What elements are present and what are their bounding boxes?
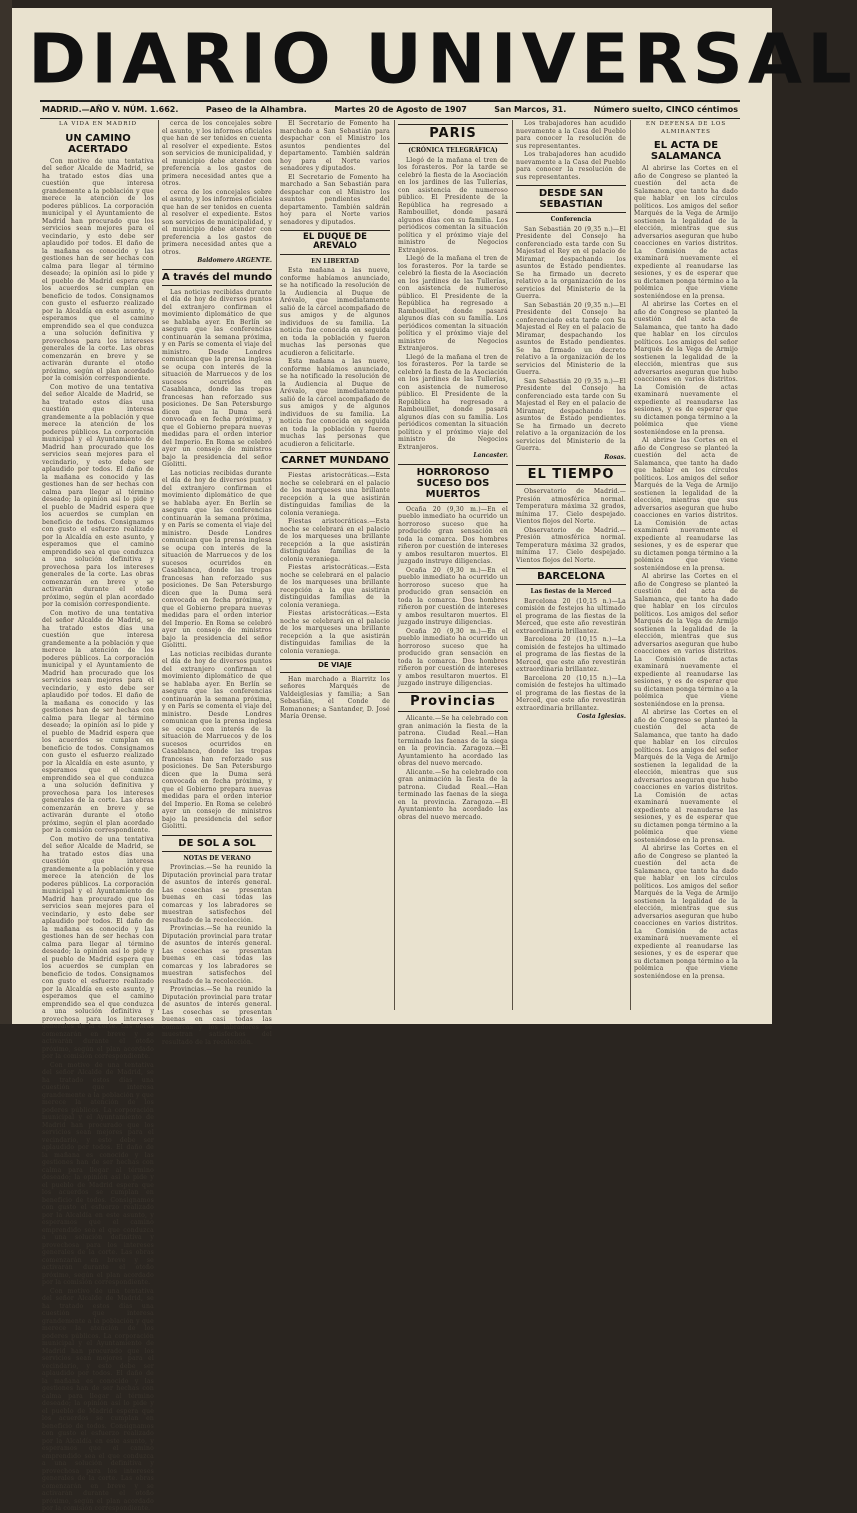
column-5-top-text: Los trabajadores han acudido nuevamente a la Casa del Pueblo para conocer la resolución de sus representantes. [516, 120, 626, 150]
column-6-article-cont: Al abrirse las Cortes en el año de Congreso se planteó la cuestión del acta de Salamanca, que tanto ha dado que hablar en los círculos políticos. Los amigos del señor Marqués de la Vega de Armijo sostienen la legalidad de la elección, mientras que sus adversarios aseguran que hubo coacciones en varios distritos. La Comisión de actas examinará nuevamente el expediente al reanudarse las sesiones, y es de esperar que su dictamen ponga término a la polémica que viene sosteniéndose en la prensa. [634, 573, 738, 708]
column-5-subhead: Conferencia [550, 216, 592, 223]
page-edge [0, 0, 12, 1024]
column-6-article: Al abrirse las Cortes en el año de Congreso se planteó la cuestión del acta de Salamanca, que tanto ha dado que hablar en los círculos políticos. Los amigos del señor Marqués de la Vega de Armijo sostienen la legalidad de la elección, mientras que sus adversarios aseguran que hubo coacciones en varios distritos. La Comisión de actas examinará nuevamente el expediente al reanudarse las sesiones, y es de esperar que su dictamen ponga término a la polémica que viene sosteniéndose en la prensa. [634, 165, 738, 300]
column-2-article: Las noticias recibidas durante el día de hoy de diversos puntos del extranjero confirman el movimiento diplomático de que se hablaba ayer. En Berlín se asegura que las conferencias continuarán la semana próxima, y en París se comenta el viaje del ministro. Desde Londres comunican que la prensa inglesa se ocupa con interés de la situación de Marruecos y de los sucesos ocurridos en Casablanca, donde las tropas francesas han reforzado sus posiciones. De San Petersburgo dicen que la Duma será convocada en fecha próxima, y que el Gobierno prepara nuevas medidas para el orden interior del Imperio. En Roma se celebró ayer un consejo de ministros bajo la presidencia del señor Giolitti. [162, 288, 272, 468]
column-3-headline-3: DE VIAJE [280, 659, 390, 673]
column-2-article-cont: Las noticias recibidas durante el día de hoy de diversos puntos del extranjero confirman el movimiento diplomático de que se hablaba ayer. En Berlín se asegura que las conferencias continuarán la semana próxima, y en París se comenta el viaje del ministro. Desde Londres comunican que la prensa inglesa se ocupa con interés de la situación de Marruecos y de los sucesos ocurridos en Casablanca, donde las tropas francesas han reforzado sus posiciones. De San Petersburgo dicen que la Duma será convocada en fecha próxima, y que el Gobierno prepara nuevas medidas para el orden interior del Imperio. En Roma se celebró ayer un consejo de ministros bajo la presidencia del señor Giolitti. [162, 650, 272, 830]
column-3-article-3: Han marchado a Biarritz los señores Marqués de Valdeiglesias y familia; a San Sebastián, el Conde de Romanones; a Santander, D. José María Orense. [280, 675, 390, 721]
column-4-article-3-cont: Alicante.—Se ha celebrado con gran animación la fiesta de la patrona. Ciudad Real.—Han terminado las faenas de la siega en la provincia. Zaragoza.—El Ayuntamiento ha acordado las obras del nuevo mercado. [398, 768, 508, 821]
column-rule [630, 120, 631, 1010]
dateline [40, 100, 740, 119]
column-1-article: Con motivo de una tentativa del señor Alcalde de Madrid, se ha tratado estos días una cuestión que interesa grandemente a la población y que merece la atención de los poderes públicos. La corporación municipal y el Ayuntamiento de Madrid han procurado que los servicios sean mejores para el vecindario, y esto debe ser aplaudido por todos. El daño de la mañana es conocido y las gestiones han de ser hechas con calma para llegar al término deseado; la opinión así lo pide y el pueblo de Madrid espera que los acuerdos se cumplan en beneficio de todos. Consignamos con gusto el esfuerzo realizado por la Alcaldía en este asunto, y esperamos que el camino emprendido sea el que conduzca a una solución definitiva y provechosa para los intereses generales de la corte. Las obras comenzarán en breve y se activarán durante el otoño próximo, según el plan acordado por la comisión correspondiente. [42, 157, 154, 382]
column-6-kicker: EN DEFENSA DE LOS ALMIRANTES [645, 121, 727, 135]
column-2-top-text: cerca de los concejales sobre el asunto, y los informes oficiales que han de ser tenidos en cuenta al resolver el expediente. Estos son servicios de municipalidad, y el municipio debe atender con preferencia a los gastos de primera necesidad antes que a otros. [162, 120, 272, 187]
column-2-top-text-cont: cerca de los concejales sobre el asunto, y los informes oficiales que han de ser tenidos en cuenta al resolver el expediente. Estos son servicios de municipalidad, y el municipio debe atender con preferencia a los gastos de primera necesidad antes que a otros. [162, 188, 272, 256]
masthead-title: DIARIO UNIVERSAL [28, 18, 857, 100]
column-3-article-cont: Esta mañana a las nueve, conforme habíamos anunciado, se ha notificado la resolución de la Audiencia al Duque de Arévalo, que inmediatamente salió de la cárcel acompañado de sus amigos y de algunos individuos de su familia. La noticia fue conocida en seguida en toda la población y fueron muchas las personas que acudieron a felicitarle. [280, 358, 390, 448]
column-3-headline: EL DUQUE DE AREVALO [280, 230, 390, 255]
issue-date: Martes 20 de Agosto de 1907 [334, 105, 467, 114]
column-2-signature: Baldomero ARGENTE. [197, 257, 272, 264]
column-5-headline-3: BARCELONA [516, 568, 626, 585]
column-rule [158, 120, 159, 1010]
column-3-article-2: Fiestas aristocráticas.—Esta noche se celebrará en el palacio de los marqueses una brillante recepción a la que asistirán distinguidas familias de la colonia veraniega. [280, 472, 390, 517]
column-1 [42, 120, 154, 1512]
column-5-article-3-cont: Barcelona 20 (10,15 n.)—La comisión de festejos ha ultimado el programa de las fiestas de la Merced, que este año revestirán extraordinaria brillantez. [516, 636, 626, 674]
column-5-headline-2: EL TIEMPO [516, 465, 626, 485]
column-2-headline-2: DE SOL A SOL [162, 835, 272, 852]
column-6-article-cont: Al abrirse las Cortes en el año de Congreso se planteó la cuestión del acta de Salamanca, que tanto ha dado que hablar en los círculos políticos. Los amigos del señor Marqués de la Vega de Armijo sostienen la legalidad de la elección, mientras que sus adversarios aseguran que hubo coacciones en varios distritos. La Comisión de actas examinará nuevamente el expediente al reanudarse las sesiones, y es de esperar que su dictamen ponga término a la polémica que viene sosteniéndose en la prensa. [634, 845, 738, 980]
issue-price: Número suelto, CINCO céntimos [593, 105, 738, 114]
column-1-kicker: LA VIDA EN MADRID [59, 121, 137, 127]
column-rule [512, 120, 513, 1010]
column-2-article-2-cont: Provincias.—Se ha reunido la Diputación provincial para tratar de asuntos de interés general. Las cosechas se presentan buenas en casi todas las comarcas y los labradores se muestran satisfechos del resultado de la recolección. [162, 925, 272, 985]
column-3-article-2-cont: Fiestas aristocráticas.—Esta noche se celebrará en el palacio de los marqueses una brillante recepción a la que asistirán distinguidas familias de la colonia veraniega. [280, 610, 390, 655]
column-rule [394, 120, 395, 1010]
column-3-article: Esta mañana a las nueve, conforme habíamos anunciado, se ha notificado la resolución de la Audiencia al Duque de Arévalo, que inmediatamente salió de la cárcel acompañado de sus amigos y de algunos individuos de su familia. La noticia fue conocida en seguida en toda la población y fueron muchas las personas que acudieron a felicitarle. [280, 267, 390, 357]
column-5-article-3: Barcelona 20 (10,15 n.)—La comisión de festejos ha ultimado el programa de las fiestas de la Merced, que este año revestirán extraordinaria brillantez. [516, 597, 626, 635]
column-3 [280, 120, 390, 1012]
column-5-article-2-cont: Observatorio de Madrid.—Presión atmosférica normal. Temperatura máxima 32 grados, mínima 17. Cielo despejado. Vientos flojos del Norte. [516, 526, 626, 564]
column-6-article-cont: Al abrirse las Cortes en el año de Congreso se planteó la cuestión del acta de Salamanca, que tanto ha dado que hablar en los círculos políticos. Los amigos del señor Marqués de la Vega de Armijo sostienen la legalidad de la elección, mientras que sus adversarios aseguran que hubo coacciones en varios distritos. La Comisión de actas examinará nuevamente el expediente al reanudarse las sesiones, y es de esperar que su dictamen ponga término a la polémica que viene sosteniéndose en la prensa. [634, 709, 738, 844]
column-5-article-cont: San Sebastián 20 (9,35 n.)—El Presidente del Consejo ha conferenciado esta tarde con Su Majestad el Rey en el palacio de Miramar, despachando los asuntos de Estado pendientes. Se ha firmado un decreto relativo a la organización de los servicios del Ministerio de la Guerra. [516, 377, 626, 452]
column-6 [634, 120, 738, 1012]
column-3-subhead: EN LIBERTAD [311, 257, 359, 265]
column-4-article-3: Alicante.—Se ha celebrado con gran animación la fiesta de la patrona. Ciudad Real.—Han terminado las faenas de la siega en la provincia. Zaragoza.—El Ayuntamiento ha acordado las obras del nuevo mercado. [398, 715, 508, 768]
edition-info: MADRID.—AÑO V. NÚM. 1.662. [42, 105, 179, 114]
column-4-article-cont: Llegó de la mañana el tren de los forasteros. Por la tarde se celebró la fiesta de la Asociación en los jardines de las Tullerías, con asistencia de numeroso público. El Presidente de la República ha regresado a Rambouillet, donde pasará algunos días con su familia. Los periódicos comentan la situación política y el próximo viaje del ministro de Negocios Extranjeros. [398, 353, 508, 451]
column-2-article-2-cont: Provincias.—Se ha reunido la Diputación provincial para tratar de asuntos de interés general. Las cosechas se presentan buenas en casi todas las comarcas y los labradores se muestran satisfechos del resultado de la recolección. [162, 986, 272, 1046]
column-1-article-cont: Con motivo de una tentativa del señor Alcalde de Madrid, se ha tratado estos días una cuestión que interesa grandemente a la población y que merece la atención de los poderes públicos. La corporación municipal y el Ayuntamiento de Madrid han procurado que los servicios sean mejores para el vecindario, y esto debe ser aplaudido por todos. El daño de la mañana es conocido y las gestiones han de ser hechas con calma para llegar al término deseado; la opinión así lo pide y el pueblo de Madrid espera que los acuerdos se cumplan en beneficio de todos. Consignamos con gusto el esfuerzo realizado por la Alcaldía en este asunto, y esperamos que el camino emprendido sea el que conduzca a una solución definitiva y provechosa para los intereses generales de la corte. Las obras comenzarán en breve y se activarán durante el otoño próximo, según el plan acordado por la comisión correspondiente. [42, 383, 154, 608]
column-5-article: San Sebastián 20 (9,35 n.)—El Presidente del Consejo ha conferenciado esta tarde con Su Majestad el Rey en el palacio de Miramar, despachando los asuntos de Estado pendientes. Se ha firmado un decreto relativo a la organización de los servicios del Ministerio de la Guerra. [516, 225, 626, 300]
column-1-article-cont: Con motivo de una tentativa del señor Alcalde de Madrid, se ha tratado estos días una cuestión que interesa grandemente a la población y que merece la atención de los poderes públicos. La corporación municipal y el Ayuntamiento de Madrid han procurado que los servicios sean mejores para el vecindario, y esto debe ser aplaudido por todos. El daño de la mañana es conocido y las gestiones han de ser hechas con calma para llegar al término deseado; la opinión así lo pide y el pueblo de Madrid espera que los acuerdos se cumplan en beneficio de todos. Consignamos con gusto el esfuerzo realizado por la Alcaldía en este asunto, y esperamos que el camino emprendido sea el que conduzca a una solución definitiva y provechosa para los intereses generales de la corte. Las obras comenzarán en breve y se activarán durante el otoño próximo, según el plan acordado por la comisión correspondiente. [42, 609, 154, 834]
column-3-top-text-cont: El Secretario de Fomento ha marchado a San Sebastián para despachar con el Ministro los asuntos pendientes del departamento. También saldrán hoy para el Norte varios senadores y diputados. [280, 173, 390, 226]
column-3-article-2-cont: Fiestas aristocráticas.—Esta noche se celebrará en el palacio de los marqueses una brillante recepción a la que asistirán distinguidas familias de la colonia veraniega. [280, 518, 390, 563]
column-2-article-cont: Las noticias recibidas durante el día de hoy de diversos puntos del extranjero confirman el movimiento diplomático de que se hablaba ayer. En Berlín se asegura que las conferencias continuarán la semana próxima, y en París se comenta el viaje del ministro. Desde Londres comunican que la prensa inglesa se ocupa con interés de la situación de Marruecos y de los sucesos ocurridos en Casablanca, donde las tropas francesas han reforzado sus posiciones. De San Petersburgo dicen que la Duma será convocada en fecha próxima, y que el Gobierno prepara nuevas medidas para el orden interior del Imperio. En Roma se celebró ayer un consejo de ministros bajo la presidencia del señor Giolitti. [162, 469, 272, 649]
column-5-headline: DESDE SAN SEBASTIAN [516, 185, 626, 213]
column-4-headline: PARIS [398, 124, 508, 144]
column-1-article-cont: Con motivo de una tentativa del señor Alcalde de Madrid, se ha tratado estos días una cuestión que interesa grandemente a la población y que merece la atención de los poderes públicos. La corporación municipal y el Ayuntamiento de Madrid han procurado que los servicios sean mejores para el vecindario, y esto debe ser aplaudido por todos. El daño de la mañana es conocido y las gestiones han de ser hechas con calma para llegar al término deseado; la opinión así lo pide y el pueblo de Madrid espera que los acuerdos se cumplan en beneficio de todos. Consignamos con gusto el esfuerzo realizado por la Alcaldía en este asunto, y esperamos que el camino emprendido sea el que conduzca a una solución definitiva y provechosa para los intereses generales de la corte. Las obras comenzarán en breve y se activarán durante el otoño próximo, según el plan acordado por la comisión correspondiente. [42, 835, 154, 1060]
column-6-article-cont: Al abrirse las Cortes en el año de Congreso se planteó la cuestión del acta de Salamanca, que tanto ha dado que hablar en los círculos políticos. Los amigos del señor Marqués de la Vega de Armijo sostienen la legalidad de la elección, mientras que sus adversarios aseguran que hubo coacciones en varios distritos. La Comisión de actas examinará nuevamente el expediente al reanudarse las sesiones, y es de esperar que su dictamen ponga término a la polémica que viene sosteniéndose en la prensa. [634, 437, 738, 572]
column-3-top-text: El Secretario de Fomento ha marchado a San Sebastián para despachar con el Ministro los asuntos pendientes del departamento. También saldrán hoy para el Norte varios senadores y diputados. [280, 120, 390, 172]
column-2-subhead-2: NOTAS DE VERANO [183, 854, 251, 862]
column-5-article-3-cont: Barcelona 20 (10,15 n.)—La comisión de festejos ha ultimado el programa de las fiestas de la Merced, que este año revestirán extraordinaria brillantez. [516, 674, 626, 712]
column-2-article-2: Provincias.—Se ha reunido la Diputación provincial para tratar de asuntos de interés general. Las cosechas se presentan buenas en casi todas las comarcas y los labradores se muestran satisfechos del resultado de la recolección. [162, 864, 272, 924]
column-5-article-2: Observatorio de Madrid.—Presión atmosférica normal. Temperatura máxima 32 grados, mínima 17. Cielo despejado. Vientos flojos del Norte. [516, 488, 626, 526]
column-4-signature: Lancaster. [473, 452, 508, 460]
column-4-article: Llegó de la mañana el tren de los forasteros. Por la tarde se celebró la fiesta de la Asociación en los jardines de las Tullerías, con asistencia de numeroso público. El Presidente de la República ha regresado a Rambouillet, donde pasará algunos días con su familia. Los periódicos comentan la situación política y el próximo viaje del ministro de Negocios Extranjeros. [398, 156, 508, 254]
office-right: San Marcos, 31. [494, 105, 567, 114]
column-2-headline: A través del mundo [162, 269, 272, 286]
column-5-signature-2: Costa Iglesias. [576, 713, 626, 721]
column-rule [276, 120, 277, 1010]
column-5-article-cont: San Sebastián 20 (9,35 n.)—El Presidente del Consejo ha conferenciado esta tarde con Su Majestad el Rey en el palacio de Miramar, despachando los asuntos de Estado pendientes. Se ha firmado un decreto relativo a la organización de los servicios del Ministerio de la Guerra. [516, 301, 626, 376]
column-4-article-cont: Llegó de la mañana el tren de los forasteros. Por la tarde se celebró la fiesta de la Asociación en los jardines de las Tullerías, con asistencia de numeroso público. El Presidente de la República ha regresado a Rambouillet, donde pasará algunos días con su familia. Los periódicos comentan la situación política y el próximo viaje del ministro de Negocios Extranjeros. [398, 255, 508, 353]
column-3-article-2-cont: Fiestas aristocráticas.—Esta noche se celebrará en el palacio de los marqueses una brillante recepción a la que asistirán distinguidas familias de la colonia veraniega. [280, 564, 390, 609]
column-1-article-cont: Con motivo de una tentativa del señor Alcalde de Madrid, se ha tratado estos días una cuestión que interesa grandemente a la población y que merece la atención de los poderes públicos. La corporación municipal y el Ayuntamiento de Madrid han procurado que los servicios sean mejores para el vecindario, y esto debe ser aplaudido por todos. El daño de la mañana es conocido y las gestiones han de ser hechas con calma para llegar al término deseado; la opinión así lo pide y el pueblo de Madrid espera que los acuerdos se cumplan en beneficio de todos. Consignamos con gusto el esfuerzo realizado por la Alcaldía en este asunto, y esperamos que el camino emprendido sea el que conduzca a una solución definitiva y provechosa para los intereses generales de la corte. Las obras comenzarán en breve y se activarán durante el otoño próximo, según el plan acordado por la comisión correspondiente. [42, 1061, 154, 1286]
column-4-article-2-cont: Ocaña 20 (9,30 m.)—En el pueblo inmediato ha ocurrido un horroroso suceso que ha producido gran sensación en toda la comarca. Dos hombres riñeron por cuestión de intereses y ambos resultaron muertos. El juzgado instruye diligencias. [398, 627, 508, 688]
column-3-headline-2: CARNET MUNDANO [280, 452, 390, 469]
column-1-article-cont: Con motivo de una tentativa del señor Alcalde de Madrid, se ha tratado estos días una cuestión que interesa grandemente a la población y que merece la atención de los poderes públicos. La corporación municipal y el Ayuntamiento de Madrid han procurado que los servicios sean mejores para el vecindario, y esto debe ser aplaudido por todos. El daño de la mañana es conocido y las gestiones han de ser hechas con calma para llegar al término deseado; la opinión así lo pide y el pueblo de Madrid espera que los acuerdos se cumplan en beneficio de todos. Consignamos con gusto el esfuerzo realizado por la Alcaldía en este asunto, y esperamos que el camino emprendido sea el que conduzca a una solución definitiva y provechosa para los intereses generales de la corte. Las obras comenzarán en breve y se activarán durante el otoño próximo, según el plan acordado por la comisión correspondiente. [42, 1287, 154, 1512]
column-6-headline: EL ACTA DE SALAMANCA [650, 140, 722, 162]
column-4-headline-2: HORROROSO SUCESO DOS MUERTOS [398, 464, 508, 503]
office-left: Paseo de la Alhambra. [205, 105, 307, 114]
column-5-top-text-cont: Los trabajadores han acudido nuevamente a la Casa del Pueblo para conocer la resolución de sus representantes. [516, 151, 626, 181]
column-4 [398, 120, 508, 1012]
column-4-headline-3: Provincias [398, 692, 508, 712]
column-5-subhead-3: Las fiestas de la Merced [530, 588, 612, 596]
column-2 [162, 120, 272, 1046]
column-4-article-2-cont: Ocaña 20 (9,30 m.)—En el pueblo inmediato ha ocurrido un horroroso suceso que ha producido gran sensación en toda la comarca. Dos hombres riñeron por cuestión de intereses y ambos resultaron muertos. El juzgado instruye diligencias. [398, 566, 508, 627]
column-4-subhead: (CRÓNICA TELEGRÁFICA) [408, 147, 498, 155]
column-5-signature: Rosas. [604, 453, 626, 461]
column-1-headline: UN CAMINO ACERTADO [65, 132, 131, 155]
column-4-article-2: Ocaña 20 (9,30 m.)—En el pueblo inmediato ha ocurrido un horroroso suceso que ha producido gran sensación en toda la comarca. Dos hombres riñeron por cuestión de intereses y ambos resultaron muertos. El juzgado instruye diligencias. [398, 505, 508, 566]
column-5 [516, 120, 626, 1012]
column-6-article-cont: Al abrirse las Cortes en el año de Congreso se planteó la cuestión del acta de Salamanca, que tanto ha dado que hablar en los círculos políticos. Los amigos del señor Marqués de la Vega de Armijo sostienen la legalidad de la elección, mientras que sus adversarios aseguran que hubo coacciones en varios distritos. La Comisión de actas examinará nuevamente el expediente al reanudarse las sesiones, y es de esperar que su dictamen ponga término a la polémica que viene sosteniéndose en la prensa. [634, 301, 738, 436]
